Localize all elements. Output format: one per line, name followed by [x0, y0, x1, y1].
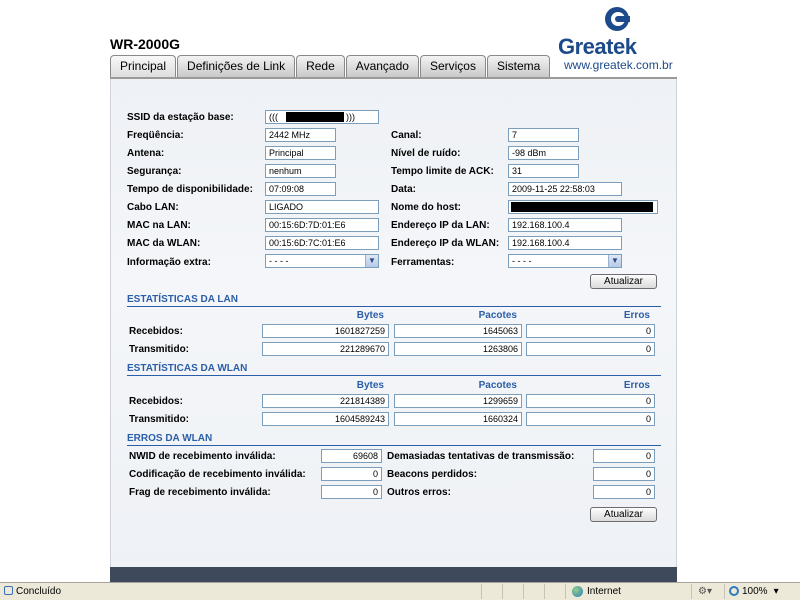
lan-rx-errors: 0	[526, 324, 655, 338]
noise-field: -98 dBm	[508, 146, 579, 160]
tab-sistema[interactable]: Sistema	[487, 55, 550, 77]
logo-url[interactable]: www.greatek.com.br	[564, 58, 673, 72]
ack-field: 31	[508, 164, 579, 178]
nwid-label: NWID de recebimento inválida:	[129, 451, 276, 462]
date-field: 2009-11-25 22:58:03	[508, 182, 622, 196]
ip-wlan-label: Endereço IP da WLAN:	[391, 238, 500, 249]
main-tabs	[110, 55, 551, 78]
redaction-bar	[286, 112, 344, 122]
status-message	[0, 584, 480, 599]
antenna-label: Antena:	[127, 148, 165, 159]
tx-retries-field: 0	[593, 449, 655, 463]
section-divider	[127, 445, 661, 446]
zoom-control[interactable]	[724, 584, 800, 599]
lan-tx-label: Transmitido:	[129, 344, 190, 355]
tx-retries-label: Demasiadas tentativas de transmissão:	[387, 451, 575, 462]
panel-footer	[110, 567, 677, 582]
zone-text: Internet	[587, 586, 621, 597]
wlan-rx-label: Recebidos:	[129, 396, 183, 407]
protected-mode[interactable]	[691, 584, 723, 599]
tools-label: Ferramentas:	[391, 257, 455, 268]
antenna-field: Principal	[265, 146, 336, 160]
uptime-field: 07:09:08	[265, 182, 336, 196]
zoom-text: 100%	[742, 586, 768, 597]
wlan-col-packets: Pacotes	[478, 380, 517, 391]
lan-rx-packets: 1645063	[394, 324, 522, 338]
channel-field: 7	[508, 128, 579, 142]
wlan-col-errors: Erros	[623, 380, 650, 391]
frequency-label: Freqüência:	[127, 130, 184, 141]
greatek-logo	[556, 4, 676, 74]
security-zone[interactable]	[565, 584, 690, 599]
lan-tx-errors: 0	[526, 342, 655, 356]
lan-cable-label: Cabo LAN:	[127, 202, 179, 213]
tab-servicos[interactable]: Serviços	[420, 55, 486, 77]
mac-wlan-label: MAC da WLAN:	[127, 238, 201, 249]
extra-info-label: Informação extra:	[127, 257, 211, 268]
extra-info-value: - - - -	[269, 256, 289, 266]
browser-status-bar	[0, 582, 800, 600]
update-status-button[interactable]: Atualizar	[590, 274, 657, 289]
wlan-tx-bytes: 1604589243	[262, 412, 389, 426]
status-cell	[502, 584, 522, 599]
update-errors-button[interactable]: Atualizar	[590, 507, 657, 522]
invalid-crypt-field: 0	[321, 467, 382, 481]
chevron-down-icon[interactable]: ▼	[365, 255, 378, 267]
noise-label: Nível de ruído:	[391, 148, 461, 159]
tab-avancado[interactable]: Avançado	[346, 55, 419, 77]
extra-info-select[interactable]	[265, 254, 379, 268]
ip-wlan-field: 192.168.100.4	[508, 236, 622, 250]
lan-tx-bytes: 221289670	[262, 342, 389, 356]
security-label: Segurança:	[127, 166, 182, 177]
lan-rx-label: Recebidos:	[129, 326, 183, 337]
settings-icon: ⚙▾	[698, 586, 712, 597]
wlan-rx-errors: 0	[526, 394, 655, 408]
other-errors-field: 0	[593, 485, 655, 499]
lan-rx-bytes: 1601827259	[262, 324, 389, 338]
tab-definicoes-link[interactable]: Definições de Link	[177, 55, 295, 77]
ssid-field	[265, 110, 379, 124]
wlan-tx-errors: 0	[526, 412, 655, 426]
redaction-bar	[511, 202, 653, 212]
wlan-tx-packets: 1660324	[394, 412, 522, 426]
lan-cable-field: LIGADO	[265, 200, 379, 214]
missed-beacons-label: Beacons perdidos:	[387, 469, 478, 480]
missed-beacons-field: 0	[593, 467, 655, 481]
lan-stats-title: ESTATÍSTICAS DA LAN	[127, 294, 238, 305]
wlan-rx-packets: 1299659	[394, 394, 522, 408]
status-text: Concluído	[16, 586, 62, 597]
logo-brand: Greatek	[558, 34, 637, 59]
security-field: nenhum	[265, 164, 336, 178]
mac-lan-label: MAC na LAN:	[127, 220, 191, 231]
ip-lan-label: Endereço IP da LAN:	[391, 220, 490, 231]
section-divider	[127, 306, 661, 307]
lan-col-bytes: Bytes	[356, 310, 384, 321]
lan-tx-packets: 1263806	[394, 342, 522, 356]
mac-wlan-field: 00:15:6D:7C:01:E6	[265, 236, 379, 250]
other-errors-label: Outros erros:	[387, 487, 451, 498]
hostname-field	[508, 200, 658, 214]
ssid-label: SSID da estação base:	[127, 112, 234, 123]
model-title: WR-2000G	[110, 36, 181, 52]
frequency-field: 2442 MHz	[265, 128, 336, 142]
hostname-label: Nome do host:	[391, 202, 461, 213]
ssid-suffix: )))	[346, 112, 355, 122]
uptime-label: Tempo de disponibilidade:	[127, 184, 253, 195]
wlan-errors-title: ERROS DA WLAN	[127, 433, 213, 444]
mac-lan-field: 00:15:6D:7D:01:E6	[265, 218, 379, 232]
tab-principal[interactable]: Principal	[110, 55, 176, 78]
invalid-frag-label: Frag de recebimento inválida:	[129, 487, 271, 498]
page-icon	[4, 586, 13, 595]
wlan-tx-label: Transmitido:	[129, 414, 190, 425]
chevron-down-icon[interactable]: ▼	[608, 255, 621, 267]
tab-rede[interactable]: Rede	[296, 55, 345, 77]
chevron-down-icon[interactable]: ▾	[773, 586, 779, 597]
lan-col-errors: Erros	[623, 310, 650, 321]
wlan-stats-title: ESTATÍSTICAS DA WLAN	[127, 363, 248, 374]
zoom-icon	[729, 586, 739, 596]
ssid-prefix: (((	[269, 112, 278, 122]
status-cell	[523, 584, 543, 599]
globe-icon	[572, 586, 583, 597]
invalid-frag-field: 0	[321, 485, 382, 499]
lan-col-packets: Pacotes	[478, 310, 517, 321]
date-label: Data:	[391, 184, 417, 195]
ip-lan-field: 192.168.100.4	[508, 218, 622, 232]
nwid-field: 69608	[321, 449, 382, 463]
greatek-logo-mark-icon	[604, 6, 630, 32]
invalid-crypt-label: Codificação de recebimento inválida:	[129, 469, 306, 480]
status-cell	[544, 584, 564, 599]
wlan-rx-bytes: 221814389	[262, 394, 389, 408]
ack-label: Tempo limite de ACK:	[391, 166, 494, 177]
section-divider	[127, 375, 661, 376]
channel-label: Canal:	[391, 130, 422, 141]
tools-select[interactable]	[508, 254, 622, 268]
status-cell	[481, 584, 501, 599]
wlan-col-bytes: Bytes	[356, 380, 384, 391]
tools-value: - - - -	[512, 256, 532, 266]
